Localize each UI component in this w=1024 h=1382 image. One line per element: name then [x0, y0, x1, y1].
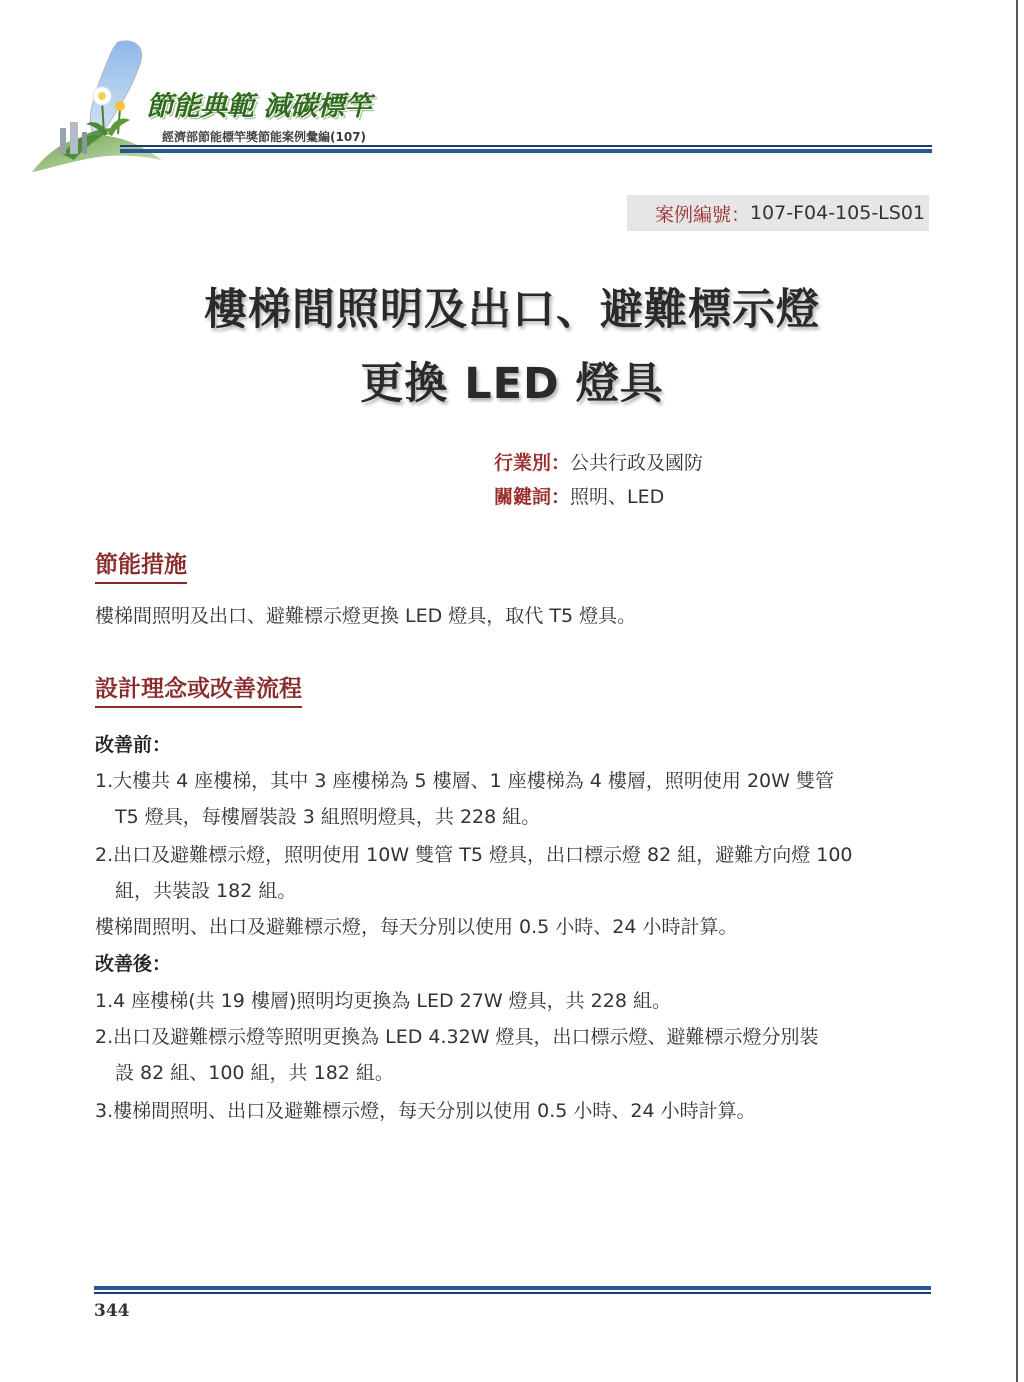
- after-item-1: 1.4 座樓梯(共 19 樓層)照明均更換為 LED 27W 燈具，共 228 組。: [95, 990, 671, 1012]
- footer-rule-thick: [94, 1286, 931, 1290]
- before-label: 改善前：: [95, 734, 172, 756]
- header-rule: [120, 145, 932, 147]
- after-label: 改善後：: [95, 953, 172, 975]
- industry-row: [494, 448, 703, 475]
- measures-text: 樓梯間照明及出口、避難標示燈更換 LED 燈具，取代 T5 燈具。: [95, 605, 637, 627]
- section-heading-measures: 節能措施: [95, 546, 187, 584]
- before-item-2-cont: 組，共裝設 182 組。: [115, 880, 297, 902]
- case-number-value: 107-F04-105-LS01: [749, 202, 925, 224]
- keywords-label: 關鍵詞：: [494, 486, 571, 508]
- before-item-1: 1.大樓共 4 座樓梯，其中 3 座樓梯為 5 樓層、1 座樓梯為 4 樓層，照明使用 20W 雙管: [95, 770, 834, 792]
- after-item-3: 3.樓梯間照明、出口及避難標示燈，每天分別以使用 0.5 小時、24 小時計算。: [95, 1100, 756, 1122]
- before-item-2: 2.出口及避難標示燈，照明使用 10W 雙管 T5 燈具，出口標示燈 82 組，避難方向燈 100: [95, 844, 853, 866]
- case-number-label: 案例編號：: [654, 203, 750, 226]
- keywords-value: 照明、LED: [570, 486, 665, 508]
- footer-rule: [94, 1292, 931, 1294]
- banner-title: 節能典範 減碳標竿: [146, 91, 372, 122]
- page-number: 344: [94, 1301, 130, 1321]
- case-number-box: [627, 195, 929, 231]
- before-item-1-cont: T5 燈具，每樓層裝設 3 組照明燈具，共 228 組。: [115, 806, 541, 828]
- industry-value: 公共行政及國防: [570, 452, 704, 474]
- header-rule-thick: [120, 149, 932, 153]
- section-heading-design: 設計理念或改善流程: [95, 670, 302, 708]
- after-item-2: 2.出口及避難標示燈等照明更換為 LED 4.32W 燈具，出口標示燈、避難標示燈分別裝: [95, 1026, 819, 1048]
- keywords-row: [494, 482, 664, 509]
- banner-subtitle: 經濟部節能標竿獎節能案例彙編(107): [162, 130, 367, 144]
- page-edge-line: [1016, 0, 1018, 1382]
- industry-label: 行業別：: [494, 452, 571, 474]
- page-title-line-2: 更換 LED 燈具: [360, 359, 664, 409]
- page-title-line-1: 樓梯間照明及出口、避難標示燈: [204, 285, 820, 335]
- after-item-2-cont: 設 82 組、100 組，共 182 組。: [115, 1062, 394, 1084]
- before-note: 樓梯間照明、出口及避難標示燈，每天分別以使用 0.5 小時、24 小時計算。: [95, 916, 738, 938]
